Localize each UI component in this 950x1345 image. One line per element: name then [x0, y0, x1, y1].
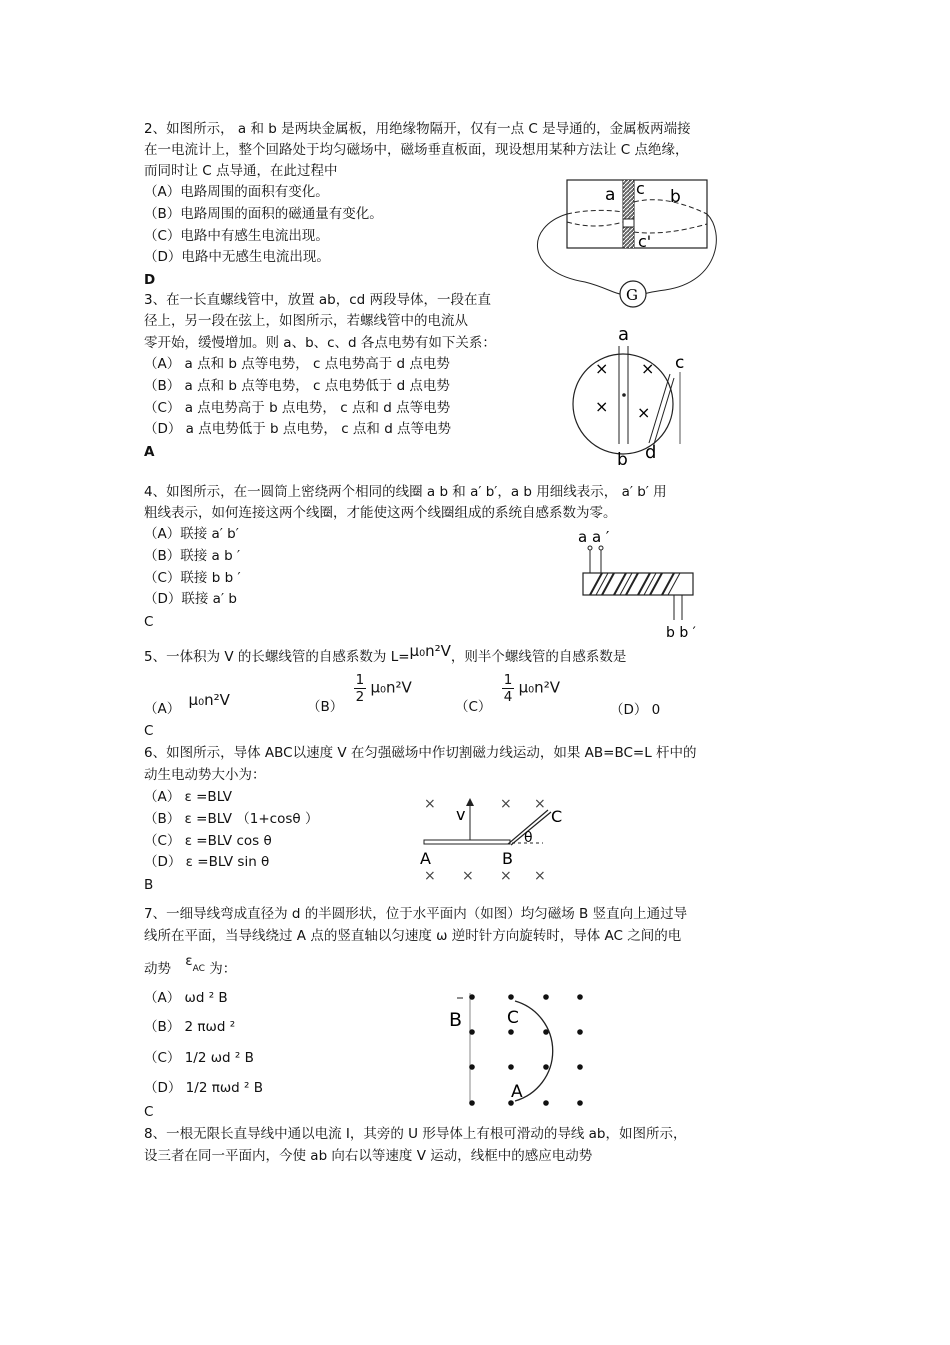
q5-stem-pre: 5、一体积为 V 的长螺线管的自感系数为 L= [144, 649, 410, 665]
q7-option-a: （A） ωd ² B [144, 990, 228, 1006]
field-cross-icon: × [641, 359, 655, 378]
q5-options [144, 690, 230, 727]
q2-dashed-lower [567, 222, 707, 233]
q7-field-dots [469, 994, 583, 1106]
q2-label-c-prime: c' [638, 232, 652, 251]
q8-stem-line1: 8、一根无限长直导线中通以电流 I，其旁的 U 形导体上有根可滑动的导线 ab，如图所示， [144, 1126, 687, 1142]
q4-figure [570, 525, 710, 643]
q7-stem-line3-post: 为： [204, 961, 237, 977]
q2-label-a: a [605, 185, 616, 205]
q4-stem-line2: 粗线表示，如何连接这两个线圈，才能使这两个线圈组成的系统自感系数为零。 [144, 505, 617, 521]
field-dot-icon [543, 1064, 549, 1070]
q7-answer: C [144, 1104, 154, 1120]
q3-solenoid-cross-section [573, 354, 673, 454]
q6-option-c: （C） ε =BLV cos θ [144, 833, 272, 849]
q5-option-a-formula: μ₀n²V [188, 691, 230, 709]
q6-option-b: （B） ε =BLV （1+cosθ ） [144, 811, 319, 827]
q2-stem-line2: 在一电流计上，整个回路处于均匀磁场中，磁场垂直板面，现设想用某种方法让 C 点绝缘， [144, 142, 689, 158]
field-dot-icon [469, 1029, 475, 1035]
q3-option-c: （C） a 点电势高于 b 点电势， c 点和 d 点等电势 [144, 400, 451, 416]
q2-option-a: （A）电路周围的面积有变化。 [144, 184, 329, 200]
q7-label-a: A [511, 1082, 523, 1102]
q7-stem-line3 [144, 953, 237, 984]
q3-label-a: a [618, 324, 630, 345]
q2-insulator-hatch [623, 180, 634, 248]
q8-stem-line2: 设三者在同一平面内，今使 ab 向右以等速度 V 运动，线框中的感应电动势 [144, 1148, 593, 1164]
field-cross-icon: × [637, 403, 651, 422]
q5-option-c-label: （C） [455, 698, 492, 715]
q7-label-c: C [507, 1008, 519, 1028]
q3-stem-line2: 径上，另一段在弦上，如图所示，若螺线管中的电流从 [144, 313, 468, 329]
q3-label-d: d [645, 442, 657, 463]
q6-label-b: B [502, 849, 513, 868]
q5-formula: μ₀n²V [409, 642, 451, 660]
q4-answer: C [144, 614, 154, 630]
q4-label-bottom: b b ′ [666, 625, 696, 641]
q2-option-b: （B）电路周围的面积的磁通量有变化。 [144, 206, 383, 222]
field-dot-icon [543, 1100, 549, 1106]
field-cross-icon: × [534, 796, 546, 812]
q2-figure [525, 172, 715, 312]
q2-label-b: b [670, 187, 681, 207]
q4-label-top: a a ′ [578, 528, 610, 546]
q3-label-c: c [675, 353, 685, 373]
q6-stem-line1: 6、如图所示，导体 ABC以速度 V 在匀强磁场中作切割磁力线运动，如果 AB=BC=L 杆中的 [144, 745, 697, 761]
q7-option-b: （B） 2 πωd ² [144, 1019, 236, 1035]
q2-contact-c [623, 219, 634, 227]
q3-stem-line3: 零开始，缓慢增加。则 a、b、c、d 各点电势有如下关系： [144, 335, 496, 351]
q6-answer: B [144, 877, 154, 893]
q7-stem-line2: 线所在平面，当导线绕过 A 点的竖直轴以匀速度 ω 逆时针方向旋转时，导体 AC 之间的电 [144, 928, 682, 944]
q6-label-v: v [456, 805, 466, 824]
q7-stem-line1: 7、一细导线弯成直径为 d 的半圆形状，位于水平面内（如图）均匀磁场 B 竖直向上通过导 [144, 906, 688, 922]
q5-stem [144, 642, 627, 666]
field-dot-icon [577, 994, 583, 1000]
q2-option-d: （D）电路中无感生电流出现。 [144, 249, 330, 265]
q4-option-d: （D）联接 a′ b [144, 591, 237, 607]
q7-emf-subscript: AC [192, 963, 205, 974]
field-dot-icon [508, 1064, 514, 1070]
field-dot-icon [508, 994, 514, 1000]
arrow-up-icon [466, 798, 474, 806]
q2-label-c: c [636, 179, 645, 198]
field-cross-icon: × [424, 796, 436, 812]
q3-option-b: （B） a 点和 b 点等电势， c 点电势低于 d 点电势 [144, 378, 450, 394]
field-cross-icon: × [534, 868, 546, 884]
q5-option-b-formula: μ₀n²V [370, 678, 412, 697]
q7-option-d: （D） 1/2 πωd ² B [144, 1080, 263, 1096]
field-dot-icon [469, 1100, 475, 1106]
q6-option-a: （A） ε =BLV [144, 789, 232, 805]
q3-figure [565, 322, 695, 472]
q2-stem-line1: 2、如图所示， a 和 b 是两块金属板，用绝缘物隔开，仅有一点 C 是导通的，金属板两端接 [144, 121, 691, 137]
field-cross-icon: × [595, 359, 609, 378]
field-dot-icon [577, 1100, 583, 1106]
q6-label-a: A [420, 849, 431, 868]
q3-option-d: （D） a 点电势低于 b 点电势， c 点和 d 点等电势 [144, 421, 452, 437]
field-dot-icon [508, 1029, 514, 1035]
field-cross-icon: × [595, 397, 609, 416]
q4-option-c: （C）联接 b b ′ [144, 570, 241, 586]
q2-dashed-upper [567, 200, 707, 214]
q3-answer: A [144, 444, 155, 460]
q6-stem-line2: 动生电动势大小为： [144, 767, 266, 783]
q3-label-b: b [617, 450, 628, 470]
field-cross-icon: × [424, 868, 436, 884]
q7-label-b: B [449, 1009, 463, 1031]
q4-stem-line1: 4、如图所示，在一圆筒上密绕两个相同的线圈 a b 和 a′ b′，a b 用细线表示， a′ b′ 用 [144, 484, 667, 500]
q3-option-a: （A） a 点和 b 点等电势， c 点电势高于 d 点电势 [144, 356, 450, 372]
q5-answer: C [144, 723, 154, 739]
q5-option-c-denominator: 4 [503, 689, 513, 705]
q7-figure [445, 985, 595, 1110]
q5-stem-post: ，则半个螺线管的自感系数是 [450, 649, 627, 665]
q5-option-c-formula: μ₀n²V [518, 678, 560, 697]
field-cross-icon: × [500, 796, 512, 812]
q6-rod-ab [424, 840, 510, 844]
field-dot-icon [577, 1029, 583, 1035]
q2-label-g: G [626, 286, 638, 304]
q3-conductor-cd-2 [654, 378, 674, 444]
q7-stem-line3-pre: 动势 [144, 961, 171, 977]
field-dot-icon [543, 994, 549, 1000]
q2-stem-line3: 而同时让 C 点导通，在此过程中 [144, 163, 338, 179]
q2-option-c: （C）电路中有感生电流出现。 [144, 228, 329, 244]
q2-answer: D [144, 272, 156, 288]
q2-wire-right [645, 214, 717, 294]
q4-option-b: （B）联接 a b ′ [144, 548, 241, 564]
q6-option-d: （D） ε =BLV sin θ [144, 854, 270, 870]
q3-stem-line1: 3、在一长直螺线管中，放置 ab，cd 两段导体，一段在直 [144, 292, 492, 308]
q3-conductor-cd-1 [649, 374, 670, 443]
q6-figure [418, 790, 568, 885]
q5-option-c [455, 672, 560, 715]
q4-option-a: （A）联接 a′ b′ [144, 526, 239, 542]
field-dot-icon [469, 1064, 475, 1070]
field-dot-icon [469, 994, 475, 1000]
q5-option-b-label: （B） [307, 698, 344, 715]
q6-label-theta: θ [524, 830, 533, 846]
q5-option-d: （D） 0 [610, 702, 661, 718]
q7-option-c: （C） 1/2 ωd ² B [144, 1050, 254, 1066]
q5-option-c-numerator: 1 [503, 672, 513, 688]
q5-option-b-numerator: 1 [355, 672, 365, 688]
q5-option-b [307, 672, 412, 715]
field-cross-icon: × [462, 868, 474, 884]
q5-option-b-fraction [354, 672, 367, 705]
q7-emf-symbol: ε [185, 953, 193, 969]
q3-center-dot [622, 393, 626, 397]
q4-coil-windings [590, 573, 680, 595]
field-dot-icon [577, 1064, 583, 1070]
q5-option-c-fraction [502, 672, 515, 705]
q2-wire-left [537, 214, 621, 294]
field-cross-icon: × [500, 868, 512, 884]
q5-option-a-label: （A） [144, 701, 181, 717]
q6-label-c: C [551, 807, 563, 826]
q5-option-b-denominator: 2 [355, 689, 365, 705]
